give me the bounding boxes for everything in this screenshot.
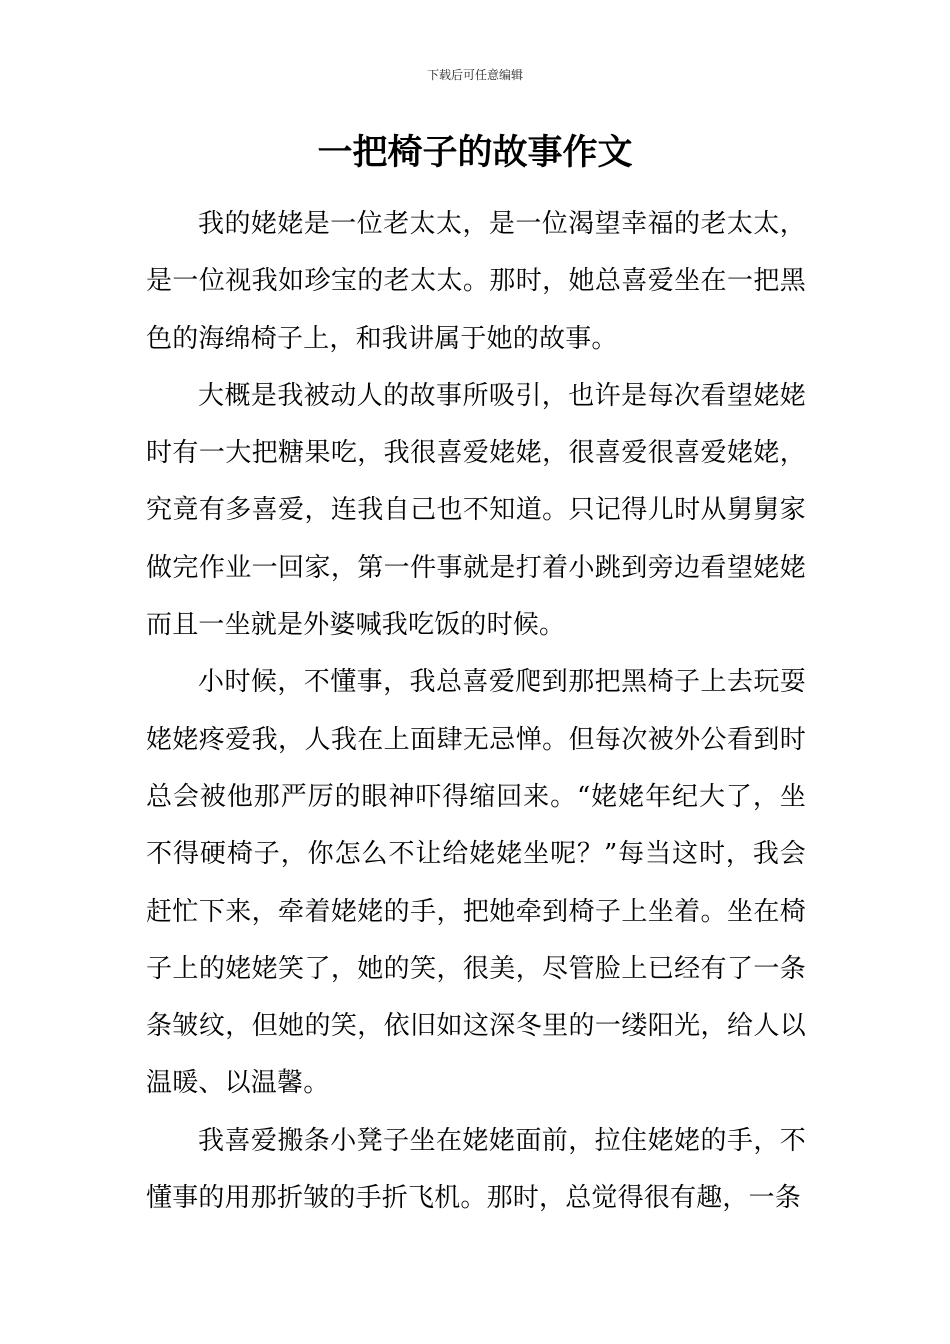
header-note: 下载后可任意编辑 <box>426 68 523 82</box>
paragraph-4: 我喜爱搬条小凳子坐在姥姥面前，拉住姥姥的手，不懂事的用那折皱的手折飞机。那时，总觉得很有趣，一条 <box>146 1125 806 1214</box>
paragraph-3: 小时候，不懂事，我总喜爱爬到那把黑椅子上去玩耍姥姥疼爱我，人我在上面肆无忌惮。但每次被外公看到时总会被他那严厉的眼神吓得缩回来。“姥姥年纪大了，坐不得硬椅子，你怎么不让给姥姥坐呢？”每当这时，我会赶忙下来，牵着姥姥的手，把她牵到椅子上坐着。坐在椅子上的姥姥笑了，她的笑，很美，尽管脸上已经有了一条条皱纹，但她的笑，依旧如这深冬里的一缕阳光，给人以温暖、以温馨。 <box>146 667 806 1099</box>
document-title: 一把椅子的故事作文 <box>317 133 633 173</box>
paragraph-2: 大概是我被动人的故事所吸引，也许是每次看望姥姥时有一大把糖果吃，我很喜爱姥姥，很喜爱很喜爱姥姥，究竟有多喜爱，连我自己也不知道。只记得儿时从舅舅家做完作业一回家，第一件事就是打着小跳到旁边看望姥姥而且一坐就是外婆喊我吃饭的时候。 <box>146 380 806 641</box>
paragraph-1: 我的姥姥是一位老太太，是一位渴望幸福的老太太，是一位视我如珍宝的老太太。那时，她总喜爱坐在一把黑色的海绵椅子上，和我讲属于她的故事。 <box>146 209 806 354</box>
document-body <box>146 196 806 1227</box>
